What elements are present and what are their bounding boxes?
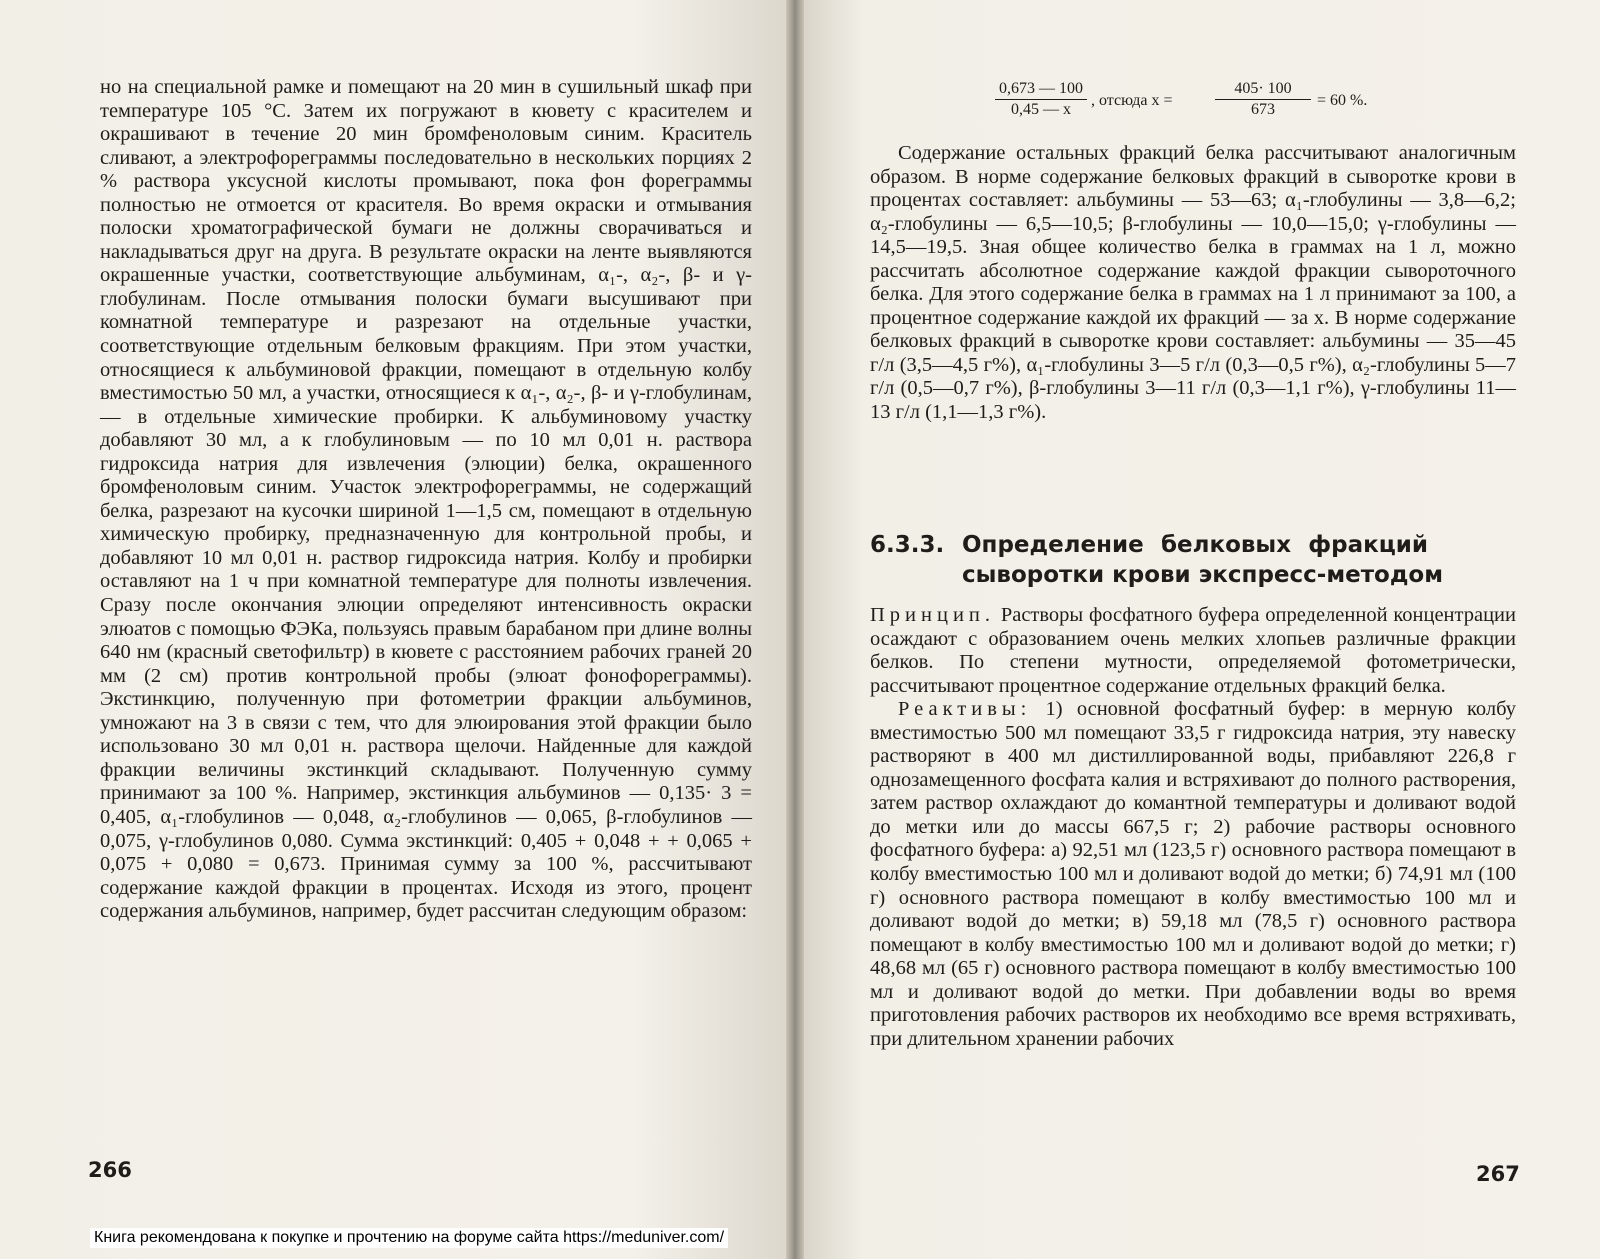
formula-right-fraction <box>1215 80 1311 119</box>
section-number: 6.3.3. <box>870 532 945 558</box>
principle-text: Растворы фосфатного буфера определенной концентрации осаждают с образованием очень мелких хлопьев различные фракции белков. По степени мутности, определяемой фотометрически, рассчитывают процентное содержание отдельных фракций белка. <box>870 604 1516 697</box>
percentage-formula <box>995 80 1415 124</box>
fraction-bar <box>995 99 1087 100</box>
right-page-body-top <box>870 142 1516 425</box>
left-page-text: но на специальной рамке и помещают на 20 мин в сушильный шкаф при температуре 105 °С. Затем их погружают в кювету с красителем и окрашивают в течение 20 мин бромфеноловым синим. Краситель сливают, а электрофореграммы последовательно в нескольких порциях 2 % раствора уксусной кислоты промывают, пока фон фореграммы полностью не отмоется от красителя. Во время окраски и отмывания полоски хроматографической бумаги не должны сворачиваться и накладываться друг на друга. В результате окраски на ленте выявляются окрашенные участки, соответствующие альбуминам, α₁-, α₂-, β- и γ-глобулинам. После отмывания полоски бумаги высушивают при комнатной температуре и разрезают на отдельные участки, соответствующие отдельным белковым фракциям. При этом участки, относящиеся к альбуминовой фракции, помещают в отдельную колбу вместимостью 50 мл, а участки, относящиеся к α₁-, α₂-, β- и γ-глобулинам, — в отдельные химические пробирки. К альбуминовому участку добавляют 30 мл, а к глобулиновым — по 10 мл 0,01 н. раствора гидроксида натрия для извлечения (элюции) белка, окрашенного бромфеноловым синим. Участок электрофореграммы, не содержащий белка, разрезают на кусочки шириной 1—1,5 см, помещают в отдельную химическую пробирку, предназначенную для контрольной пробы, и добавляют 10 мл 0,01 н. раствор гидроксида натрия. Колбу и пробирки оставляют на 1 ч при комнатной температуре для полноты извлечения. Сразу после окончания элюции определяют интенсивность окраски элюатов с помощью ФЭКа, пользуясь правым барабаном при длине волны 640 нм (красный светофильтр) в кювете с расстоянием рабочих граней 20 мм (2 см) против контрольной пробы (элюат фонофореграммы). Экстинкцию, полученную при фотометрии фракции альбуминов, умножают на 3 в связи с тем, что для элюирования этой фракции было использовано 30 мл 0,01 н. раствора щелочи. Найденные для каждой фракции величины экстинкций складывают. Полученную сумму принимают за 100 %. Например, экстинкция альбуминов — 0,135· 3 = 0,405, α₁-глобулинов — 0,048, α₂-глобулинов — 0,065, β-глобулинов — 0,075, γ-глобулинов 0,080. Сумма экстинкций: 0,405 + 0,048 + + 0,065 + 0,075 + 0,080 = 0,673. Принимая сумму за 100 %, рассчитывают содержание каждой фракции в процентах. Исходя из этого, процент содержания альбуминов, например, будет рассчитан следующим образом: <box>100 76 752 923</box>
norms-paragraph: Содержание остальных фракций белка рассчитывают аналогичным образом. В норме содержание белковых фракций в сыворотке крови в процентах составляет: альбумины — 53—63; α₁-глобулины — 3,8—6,2; α₂-глобулины — 6,5—10,5; β-глобулины — 10,0—15,0; γ-глобулины — 14,5—19,5. Зная общее количество белка в граммах на 1 л, можно рассчитать абсолютное содержание каждой фракции сывороточного белка. Для этого содержание белка в граммах на 1 л принимают за 100, а процентное содержание каждой их фракций — за x. В норме содержание белковых фракций в сыворотке крови составляет: альбумины — 35—45 г/л (3,5—4,5 г%), α₁-глобулины 3—5 г/л (0,3—0,5 г%), α₂-глобулины 5—7 г/л (0,5—0,7 г%), β-глобулины 3—11 г/л (0,3—1,1 г%), γ-глобулины 11—13 г/л (1,1—1,3 г%). <box>870 142 1516 424</box>
page-number-right: 267 <box>1476 1162 1520 1186</box>
formula-left-numerator: 0,673 — 100 <box>999 80 1083 97</box>
footer-note: Книга рекомендована к покупке и прочтению на форуме сайта https://meduniver.com/ <box>90 1228 728 1248</box>
formula-left-fraction <box>995 80 1087 119</box>
section-title-line1: Определение белковых фракций <box>962 532 1428 558</box>
fraction-bar <box>1215 99 1311 100</box>
reagents-label: Реактивы: <box>898 698 1032 721</box>
reagents-paragraph <box>870 698 1516 1051</box>
left-page-body <box>100 76 752 924</box>
formula-result: = 60 %. <box>1317 92 1368 109</box>
right-page-body-bottom <box>870 604 1516 1051</box>
principle-label: Принцип. <box>870 604 996 626</box>
formula-right-numerator: 405· 100 <box>1234 80 1292 97</box>
principle-paragraph <box>870 604 1516 698</box>
page-number-left: 266 <box>88 1158 132 1182</box>
formula-right-denominator: 673 <box>1251 101 1275 118</box>
formula-left-denominator: 0,45 — x <box>1011 101 1071 118</box>
reagents-text: 1) основной фосфатный буфер: в мерную колбу вместимостью 500 мл помещают 33,5 г гидроксида натрия, эту навеску растворяют в 400 мл дистиллированной воды, прибавляют 226,8 г однозамещенного фосфата калия и встряхивают до полного растворения, затем раствор охлаждают до комантной температуры и доливают водой до метки или до массы 667,5 г; 2) рабочие растворы основного фосфатного буфера: а) 92,51 мл (123,5 г) основного раствора помещают в колбу вместимостью 100 мл и доливают водой до метки; б) 74,91 мл (100 г) основного раствора помещают в колбу вместимостью 100 мл и доливают водой до метки; в) 59,18 мл (78,5 г) основного раствора помещают в колбу вместимостью 100 мл и доливают водой до метки; г) 48,68 мл (65 г) основного раствора помещают в колбу вместимостью 100 мл и доливают водой до метки. При добавлении воды во время приготовления рабочих растворов их необходимо все время встряхивать, при длительном хранении рабочих <box>870 698 1516 1050</box>
formula-separator: , отсюда x = <box>1091 92 1173 109</box>
section-title-line2: сыворотки крови экспресс-методом <box>962 562 1444 588</box>
book-gutter <box>786 0 804 1259</box>
